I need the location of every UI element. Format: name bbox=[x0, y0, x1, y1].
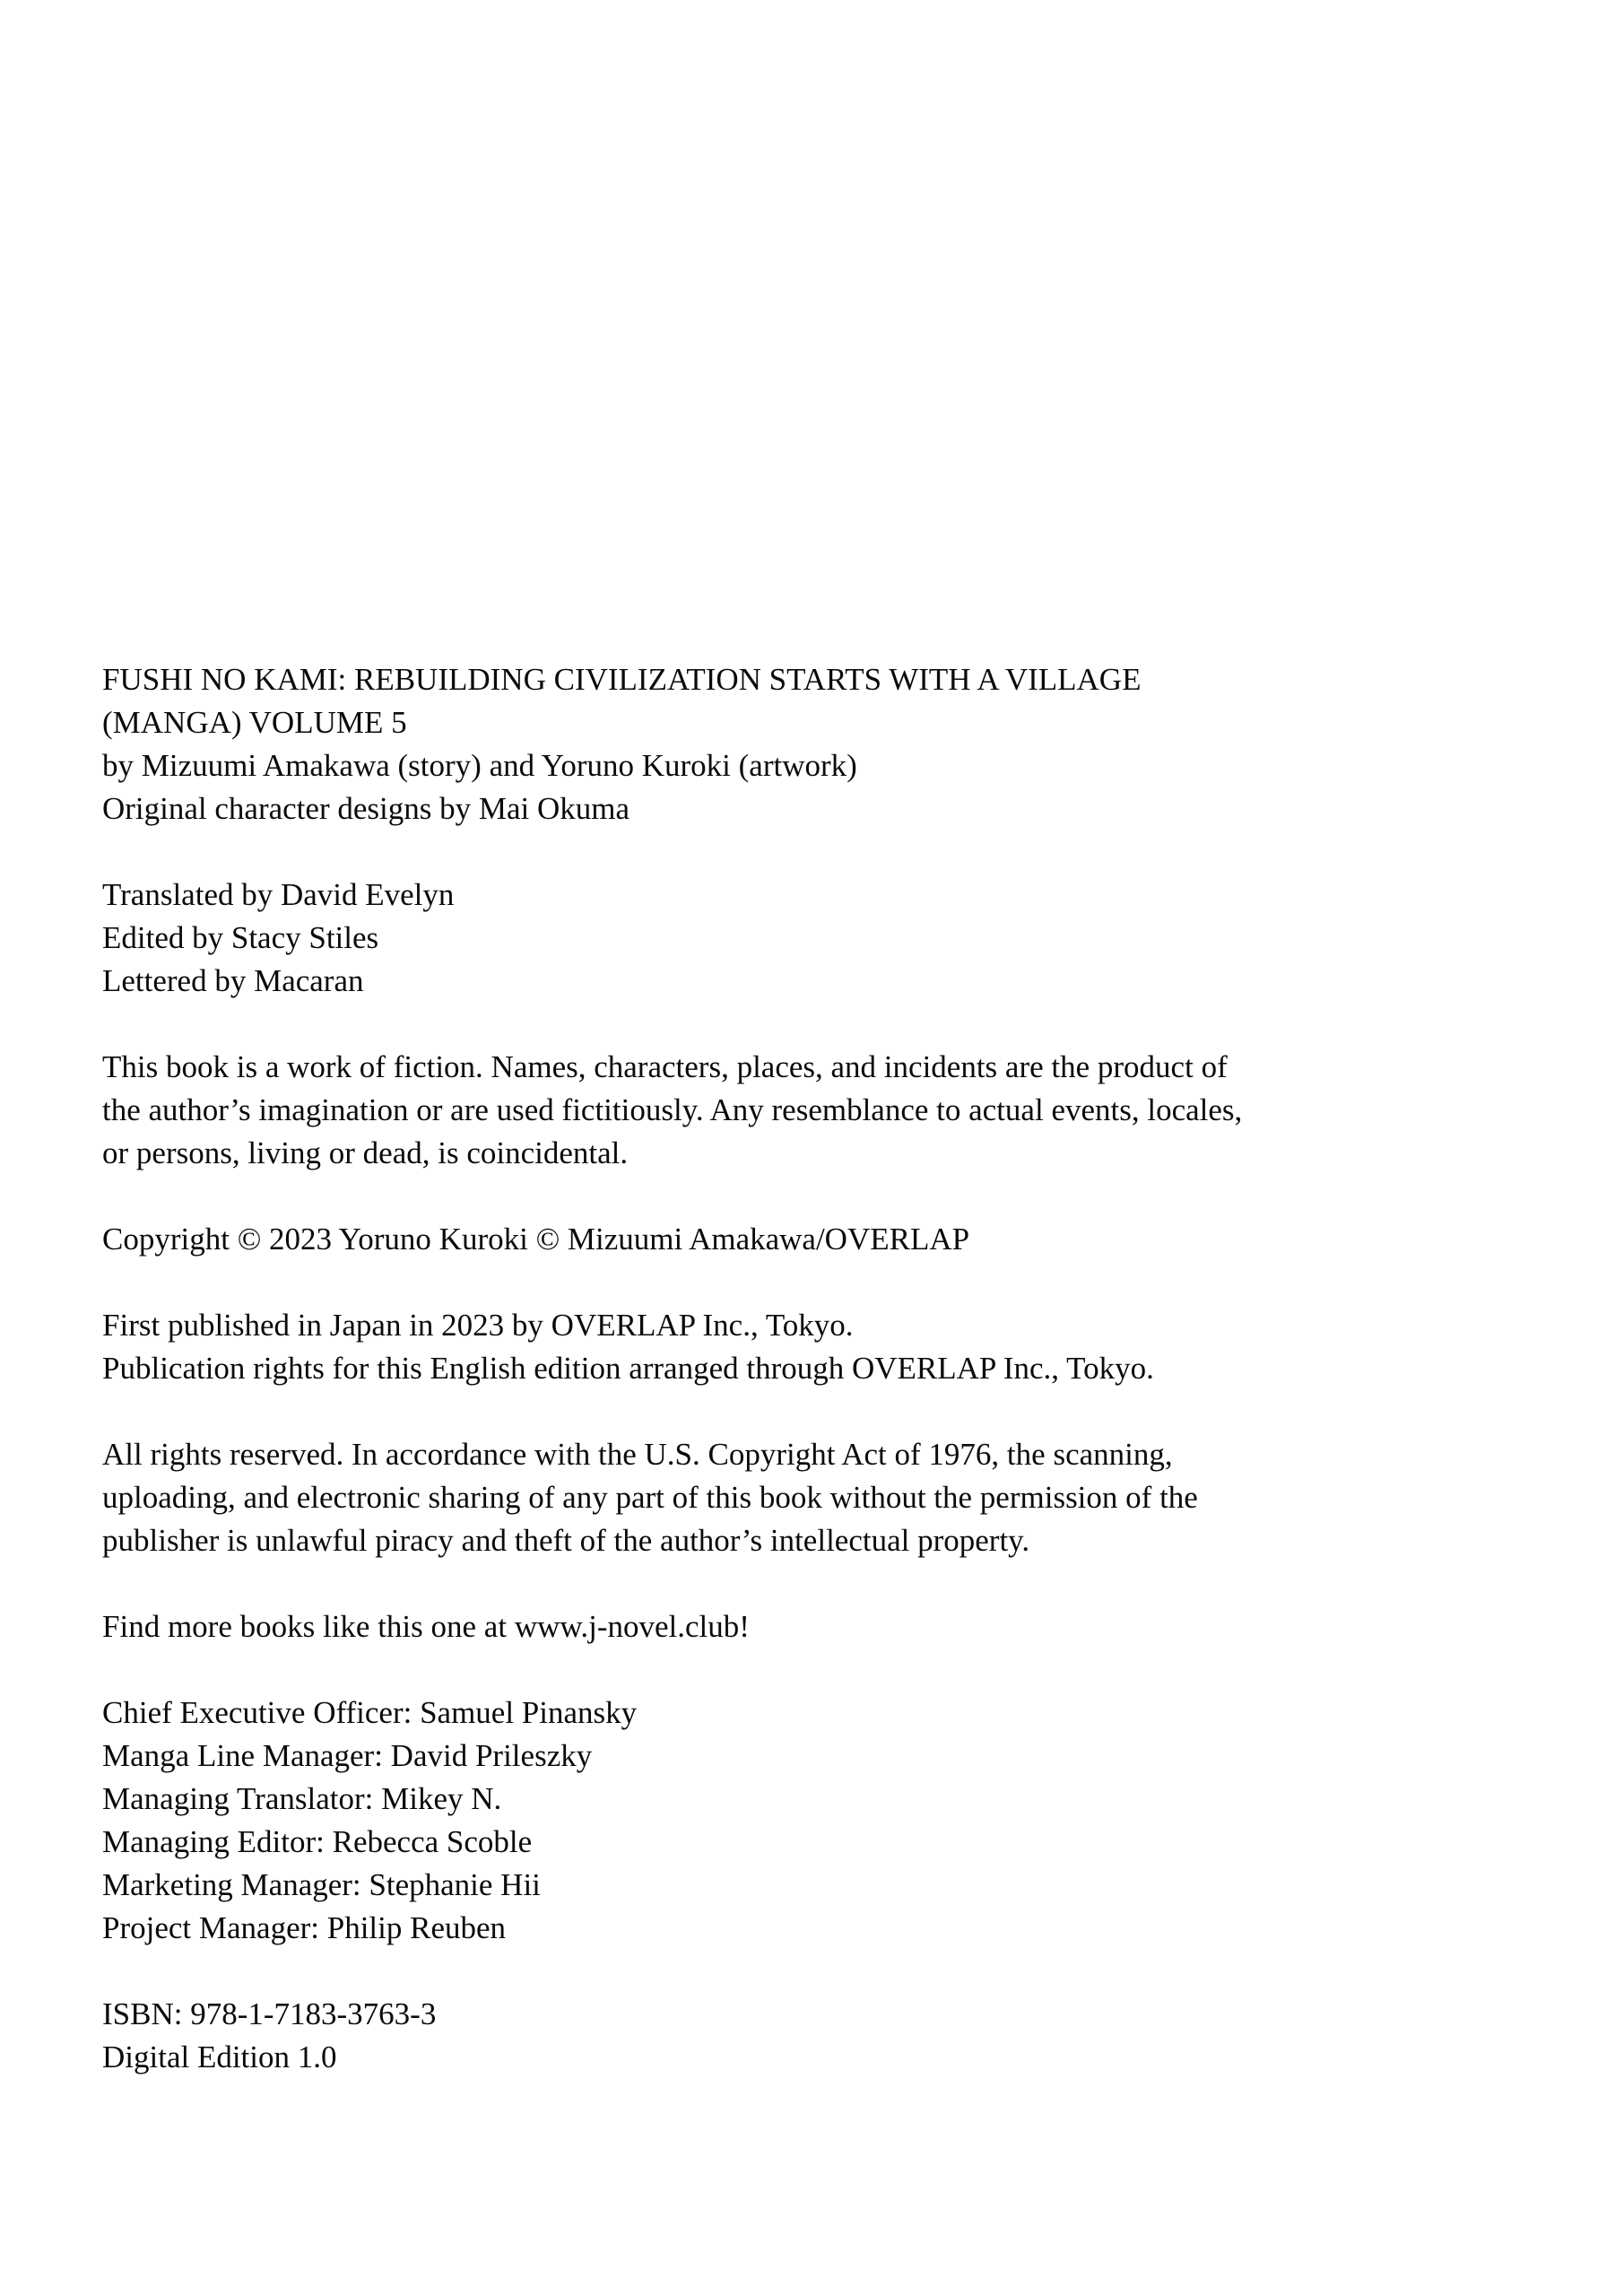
copyright-notice bbox=[102, 1218, 1409, 1261]
edition-block bbox=[102, 1993, 1409, 2079]
rights-reserved-block bbox=[102, 1433, 1409, 1562]
disclaimer-line-3: or persons, living or dead, is coincidental. bbox=[102, 1135, 629, 1170]
publication-block bbox=[102, 1304, 1409, 1390]
staff-managing-editor: Managing Editor: Rebecca Scoble bbox=[102, 1824, 533, 1859]
isbn-line: ISBN: 978-1-7183-3763-3 bbox=[102, 1996, 437, 2031]
staff-marketing-manager: Marketing Manager: Stephanie Hii bbox=[102, 1867, 541, 1902]
staff-project-manager: Project Manager: Philip Reuben bbox=[102, 1910, 507, 1945]
letterer-credit: Lettered by Macaran bbox=[102, 963, 364, 998]
disclaimer-line-1: This book is a work of fiction. Names, characters, places, and incidents are the product of bbox=[102, 1049, 1228, 1084]
title-block bbox=[102, 658, 1409, 831]
staff-managing-translator: Managing Translator: Mikey N. bbox=[102, 1781, 502, 1816]
editor-credit: Edited by Stacy Stiles bbox=[102, 920, 379, 955]
digital-edition-line: Digital Edition 1.0 bbox=[102, 2039, 337, 2074]
rights-line-2: uploading, and electronic sharing of any part of this book without the permission of the bbox=[102, 1480, 1198, 1515]
promo-line: Find more books like this one at www.j-novel.club! bbox=[102, 1609, 750, 1644]
staff-manga-line-manager: Manga Line Manager: David Prileszky bbox=[102, 1738, 593, 1773]
fiction-disclaimer bbox=[102, 1046, 1409, 1175]
byline: by Mizuumi Amakawa (story) and Yoruno Kuroki (artwork) bbox=[102, 748, 857, 783]
staff-ceo: Chief Executive Officer: Samuel Pinansky bbox=[102, 1695, 638, 1730]
first-published-line: First published in Japan in 2023 by OVERLAP Inc., Tokyo. bbox=[102, 1308, 854, 1343]
publication-rights-line: Publication rights for this English edition arranged through OVERLAP Inc., Tokyo. bbox=[102, 1351, 1154, 1386]
book-title-line-2: (MANGA) VOLUME 5 bbox=[102, 705, 407, 740]
character-designs-credit: Original character designs by Mai Okuma bbox=[102, 791, 630, 826]
disclaimer-line-2: the author’s imagination or are used fictitiously. Any resemblance to actual events, locales, bbox=[102, 1092, 1243, 1127]
copyright-line: Copyright © 2023 Yoruno Kuroki © Mizuumi Amakawa/OVERLAP bbox=[102, 1222, 970, 1257]
book-title-line-1: FUSHI NO KAMI: REBUILDING CIVILIZATION STARTS WITH A VILLAGE bbox=[102, 662, 1142, 697]
promo-block bbox=[102, 1605, 1409, 1648]
translator-credit: Translated by David Evelyn bbox=[102, 877, 455, 912]
rights-line-3: publisher is unlawful piracy and theft of the author’s intellectual property. bbox=[102, 1523, 1030, 1558]
rights-line-1: All rights reserved. In accordance with the U.S. Copyright Act of 1976, the scanning, bbox=[102, 1437, 1173, 1472]
staff-block bbox=[102, 1692, 1409, 1950]
credits-block bbox=[102, 874, 1409, 1003]
